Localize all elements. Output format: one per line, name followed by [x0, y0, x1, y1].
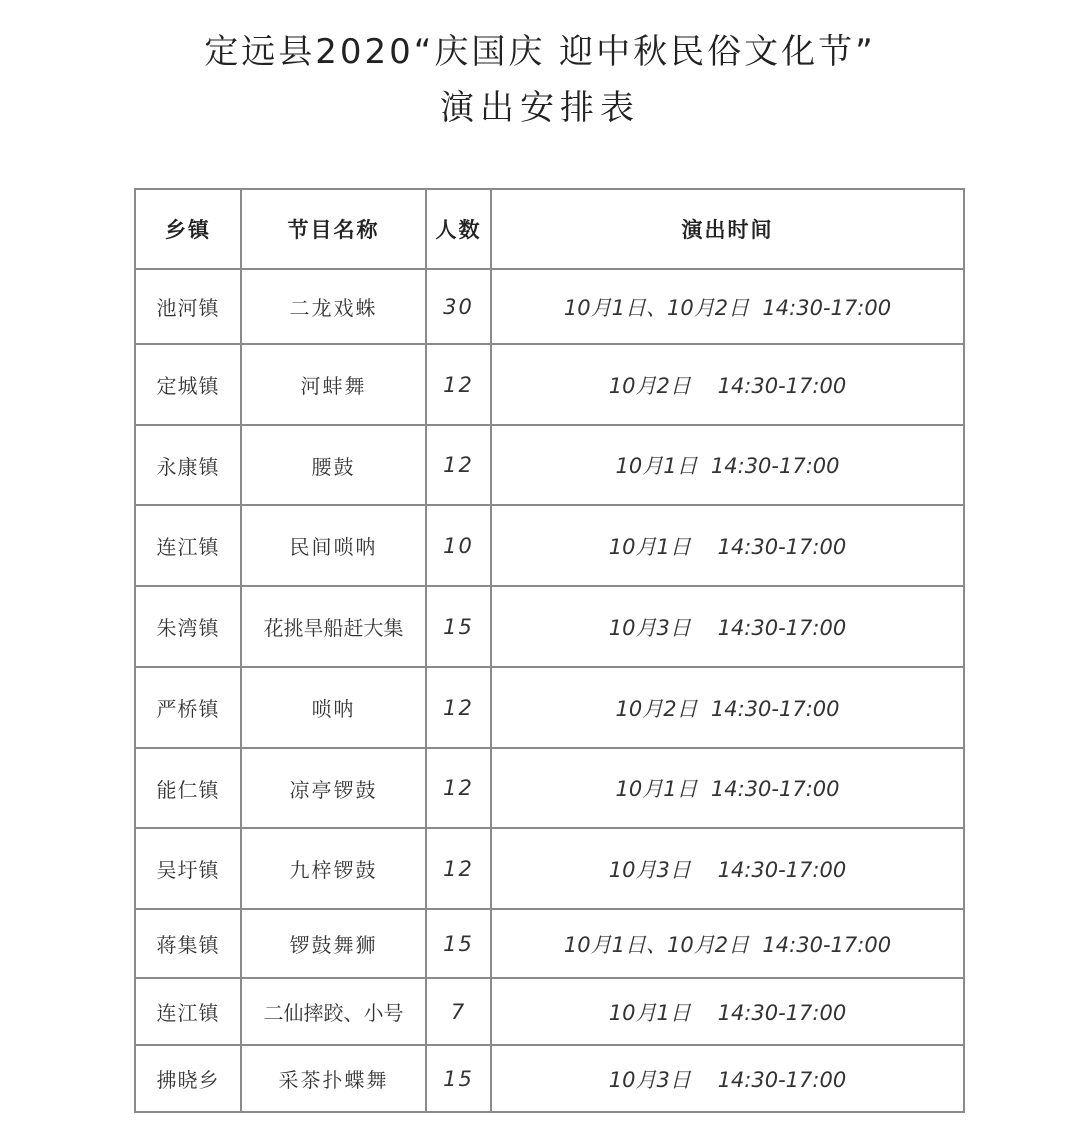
- cell-program: 九梓锣鼓: [241, 828, 426, 909]
- cell-time: 10月3日 14:30-17:00: [491, 828, 964, 909]
- cell-town: 严桥镇: [135, 667, 241, 748]
- table-row: [135, 1045, 964, 1112]
- cell-town: 吴圩镇: [135, 828, 241, 909]
- cell-time: 10月1日 14:30-17:00: [491, 425, 964, 505]
- cell-town: 永康镇: [135, 425, 241, 505]
- cell-time: 10月3日 14:30-17:00: [491, 586, 964, 667]
- cell-count: 12: [426, 828, 491, 909]
- document-subtitle: 演出安排表: [440, 88, 640, 128]
- cell-time: 10月1日、10月2日 14:30-17:00: [491, 909, 964, 978]
- table-header-row: [135, 189, 964, 269]
- cell-program: 二龙戏蛛: [241, 269, 426, 344]
- cell-count: 15: [426, 909, 491, 978]
- cell-time: 10月1日 14:30-17:00: [491, 748, 964, 828]
- cell-program: 民间唢呐: [241, 505, 426, 586]
- cell-time: 10月3日 14:30-17:00: [491, 1045, 964, 1112]
- cell-program: 花挑旱船赶大集: [241, 586, 426, 667]
- cell-program: 采茶扑蝶舞: [241, 1045, 426, 1112]
- cell-town: 能仁镇: [135, 748, 241, 828]
- table-row: [135, 505, 964, 586]
- cell-town: 池河镇: [135, 269, 241, 344]
- cell-count: 12: [426, 748, 491, 828]
- cell-time: 10月1日 14:30-17:00: [491, 505, 964, 586]
- cell-program: 河蚌舞: [241, 344, 426, 425]
- cell-program: 唢呐: [241, 667, 426, 748]
- cell-town: 定城镇: [135, 344, 241, 425]
- cell-count: 15: [426, 1045, 491, 1112]
- table-row: [135, 269, 964, 344]
- header-time: 演出时间: [491, 189, 964, 269]
- cell-town: 蒋集镇: [135, 909, 241, 978]
- table-row: [135, 909, 964, 978]
- document-title: 定远县2020“庆国庆 迎中秋民俗文化节”: [204, 32, 876, 72]
- cell-time: 10月2日 14:30-17:00: [491, 344, 964, 425]
- cell-count: 30: [426, 269, 491, 344]
- cell-time: 10月2日 14:30-17:00: [491, 667, 964, 748]
- cell-time: 10月1日、10月2日 14:30-17:00: [491, 269, 964, 344]
- cell-town: 拂晓乡: [135, 1045, 241, 1112]
- cell-count: 15: [426, 586, 491, 667]
- table-row: [135, 344, 964, 425]
- cell-program: 凉亭锣鼓: [241, 748, 426, 828]
- cell-count: 12: [426, 425, 491, 505]
- table-row: [135, 978, 964, 1045]
- cell-program: 锣鼓舞狮: [241, 909, 426, 978]
- table-row: [135, 748, 964, 828]
- table-row: [135, 828, 964, 909]
- cell-time: 10月1日 14:30-17:00: [491, 978, 964, 1045]
- table-row: [135, 667, 964, 748]
- schedule-table: [134, 188, 965, 1113]
- cell-program: 腰鼓: [241, 425, 426, 505]
- header-town: 乡镇: [135, 189, 241, 269]
- cell-town: 朱湾镇: [135, 586, 241, 667]
- cell-count: 12: [426, 344, 491, 425]
- cell-town: 连江镇: [135, 978, 241, 1045]
- cell-program: 二仙摔跤、小号: [241, 978, 426, 1045]
- cell-count: 10: [426, 505, 491, 586]
- cell-count: 12: [426, 667, 491, 748]
- cell-count: 7: [426, 978, 491, 1045]
- header-program: 节目名称: [241, 189, 426, 269]
- cell-town: 连江镇: [135, 505, 241, 586]
- table-row: [135, 425, 964, 505]
- table-row: [135, 586, 964, 667]
- header-count: 人数: [426, 189, 491, 269]
